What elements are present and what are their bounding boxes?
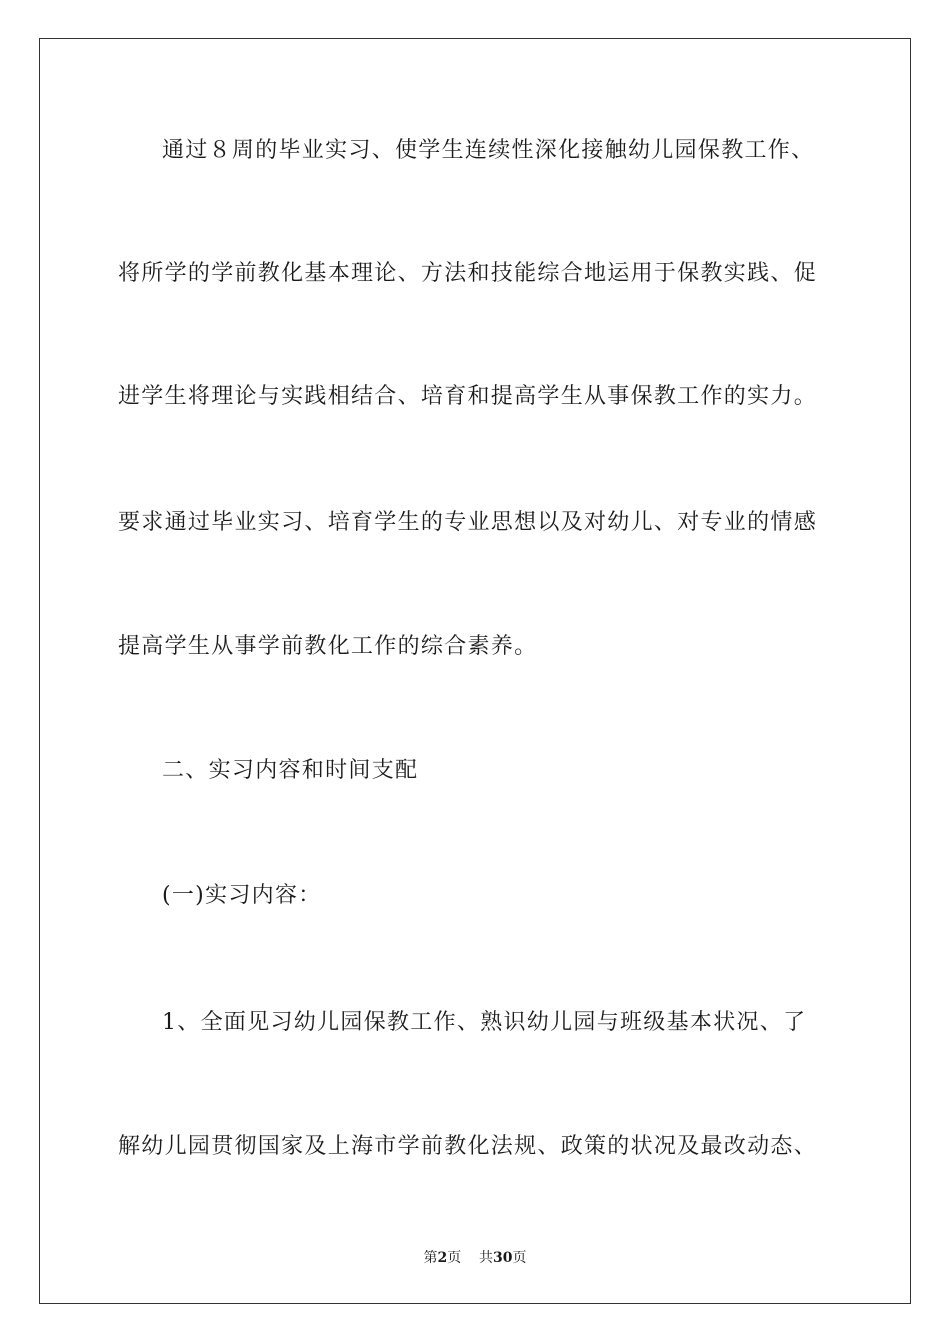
total-prefix: 共 bbox=[479, 1250, 494, 1266]
paragraph-line-4: 要求通过毕业实习、培育学生的专业思想以及对幼儿、对专业的情感 bbox=[118, 510, 818, 535]
page-border bbox=[39, 38, 911, 1304]
paragraph-line-1: 通过８周的毕业实习、使学生连续性深化接触幼儿园保教工作、 bbox=[162, 138, 815, 163]
paragraph-line-2: 将所学的学前教化基本理论、方法和技能综合地运用于保教实践、促 bbox=[118, 261, 818, 286]
paragraph-line-5: 提高学生从事学前教化工作的综合素养。 bbox=[118, 634, 538, 659]
page-suffix: 页 bbox=[447, 1250, 462, 1266]
section-heading: 二、实习内容和时间支配 bbox=[162, 758, 419, 783]
subsection-heading: (一)实习内容： bbox=[162, 883, 322, 908]
total-suffix: 页 bbox=[512, 1250, 527, 1266]
page-footer bbox=[0, 1248, 950, 1268]
list-item-1-line-1: 1、全面见习幼儿园保教工作、熟识幼儿园与班级基本状况、了 bbox=[162, 1010, 807, 1035]
page-number: 2 bbox=[437, 1250, 448, 1266]
list-item-1-line-2: 解幼儿园贯彻国家及上海市学前教化法规、政策的状况及最改动态、 bbox=[118, 1134, 818, 1159]
page-prefix: 第 bbox=[423, 1250, 438, 1266]
total-pages: 30 bbox=[493, 1250, 513, 1266]
paragraph-line-3: 进学生将理论与实践相结合、培育和提高学生从事保教工作的实力。 bbox=[118, 384, 818, 409]
